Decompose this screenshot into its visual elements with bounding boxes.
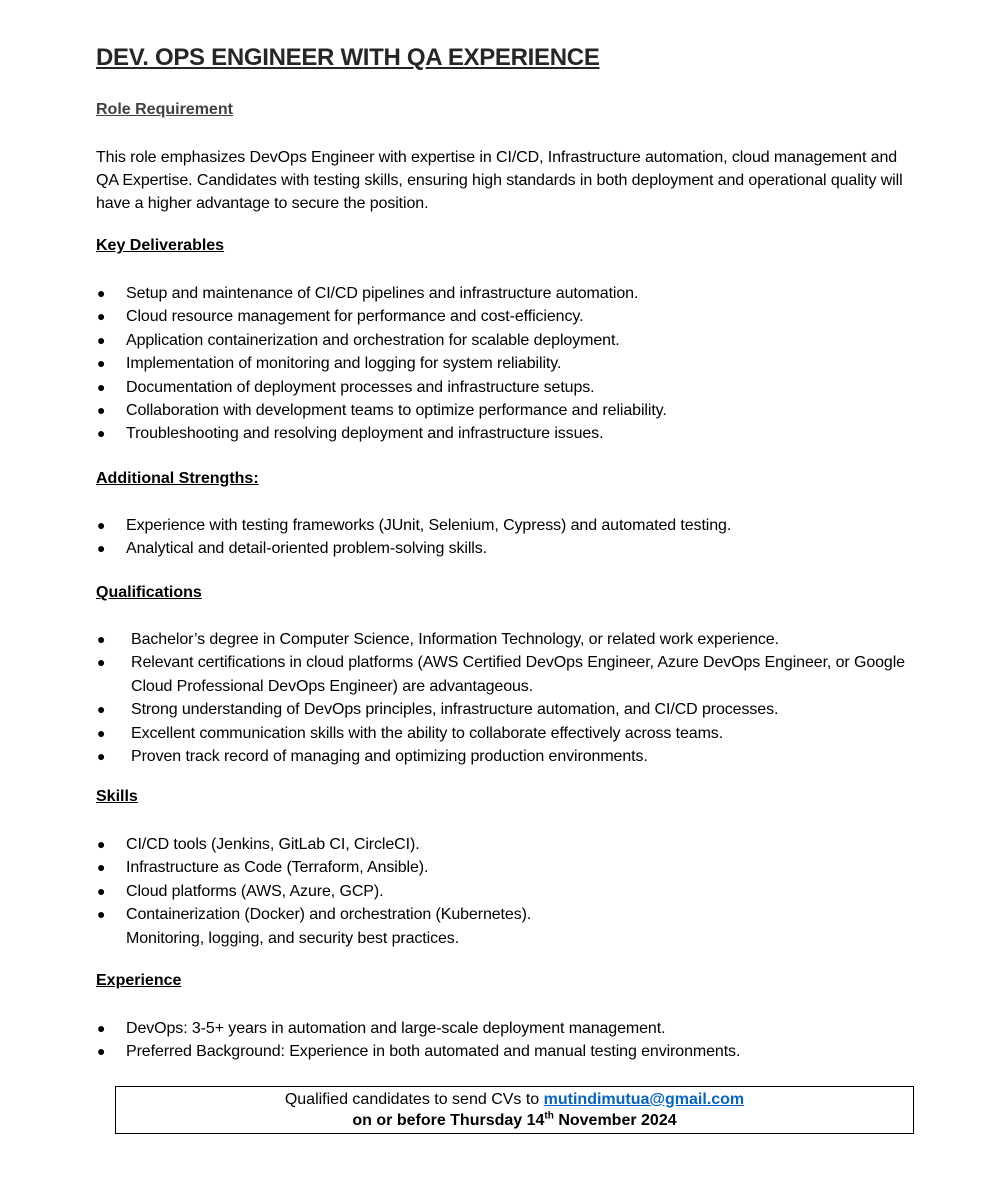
bullet-icon: ● [97,724,106,741]
additional-strengths-heading: Additional Strengths: [96,470,259,487]
list-item: ● Strong understanding of DevOps principles, infrastructure automation, and CI/CD processes. [96,698,916,721]
role-requirement-heading: Role Requirement [96,101,233,118]
list-item: ● Cloud resource management for performance and cost-efficiency. [96,305,916,328]
list-continuation: Monitoring, logging, and security best practices. [126,929,460,947]
list-item: ● Preferred Background: Experience in both automated and manual testing environments. [96,1040,916,1063]
bullet-icon: ● [97,540,106,557]
notice-deadline: on or before Thursday 14th November 2024 [352,1110,677,1129]
list-item: ● Setup and maintenance of CI/CD pipelines and infrastructure automation. [96,282,916,305]
bullet-icon: ● [97,355,106,372]
page-title: DEV. OPS ENGINEER WITH QA EXPERIENCE [96,44,600,71]
notice-line-1: Qualified candidates to send CVs to mutindimutua@gmail.com [284,1091,745,1108]
list-item: ● Proven track record of managing and optimizing production environments. [96,745,916,768]
bullet-icon: ● [97,882,106,899]
list-item: ● Implementation of monitoring and logging for system reliability. [96,352,916,375]
bullet-icon: ● [97,425,106,442]
bullet-icon: ● [97,859,106,876]
list-item: ● DevOps: 3-5+ years in automation and large-scale deployment management. [96,1017,916,1040]
bullet-icon: ● [97,748,106,765]
list-item: ● Analytical and detail-oriented problem-solving skills. [96,537,916,560]
bullet-icon: ● [97,701,106,718]
skills-list [96,833,916,950]
bullet-icon: ● [97,631,106,647]
bullet-icon: ● [97,402,106,419]
list-item: ● Documentation of deployment processes and infrastructure setups. [96,376,916,399]
bullet-icon: ● [97,1020,106,1036]
application-notice-box [115,1086,914,1134]
email-link[interactable]: mutindimutua@gmail.com [543,1091,745,1108]
list-item: ● Experience with testing frameworks (JUnit, Selenium, Cypress) and automated testing. [96,514,916,537]
key-deliverables-heading: Key Deliverables [96,237,225,254]
bullet-icon: ● [97,654,106,671]
bullet-icon: ● [97,308,106,325]
list-item: ● Infrastructure as Code (Terraform, Ansible). [96,856,916,879]
list-item: ● Bachelor’s degree in Computer Science, Information Technology, or related work experience. [96,628,916,651]
additional-strengths-list [96,514,916,561]
experience-list [96,1017,916,1064]
skills-heading: Skills [96,788,138,805]
bullet-icon: ● [97,836,106,852]
bullet-icon: ● [97,378,106,395]
list-item: ● CI/CD tools (Jenkins, GitLab CI, CircleCI). [96,833,916,856]
experience-heading: Experience [96,972,182,989]
list-item: ● Relevant certifications in cloud platforms (AWS Certified DevOps Engineer, Azure DevOps Engineer, or Google Cloud Professional DevOps Engineer) are advantageous. [96,651,916,698]
list-item: ● Collaboration with development teams to optimize performance and reliability. [96,399,916,422]
list-item: ● Excellent communication skills with the ability to collaborate effectively across teams. [96,722,916,745]
bullet-icon: ● [97,1043,106,1060]
bullet-icon: ● [97,517,106,533]
list-item: ● Application containerization and orchestration for scalable deployment. [96,329,916,352]
bullet-icon: ● [97,285,106,301]
key-deliverables-list [96,282,916,446]
role-requirement-text: This role emphasizes DevOps Engineer with expertise in CI/CD, Infrastructure automation, cloud management and QA Expertise. Candidates with testing skills, ensuring high standards in both deployment and operational quality will have a higher advantage to secure the position. [96,149,903,212]
bullet-icon: ● [97,331,106,348]
qualifications-list [96,628,916,768]
list-item: ● Cloud platforms (AWS, Azure, GCP). [96,880,916,903]
list-item: ● Troubleshooting and resolving deployment and infrastructure issues. [96,422,916,445]
qualifications-heading: Qualifications [96,584,202,601]
list-item: ● Containerization (Docker) and orchestration (Kubernetes). [96,903,916,926]
bullet-icon: ● [97,906,106,923]
